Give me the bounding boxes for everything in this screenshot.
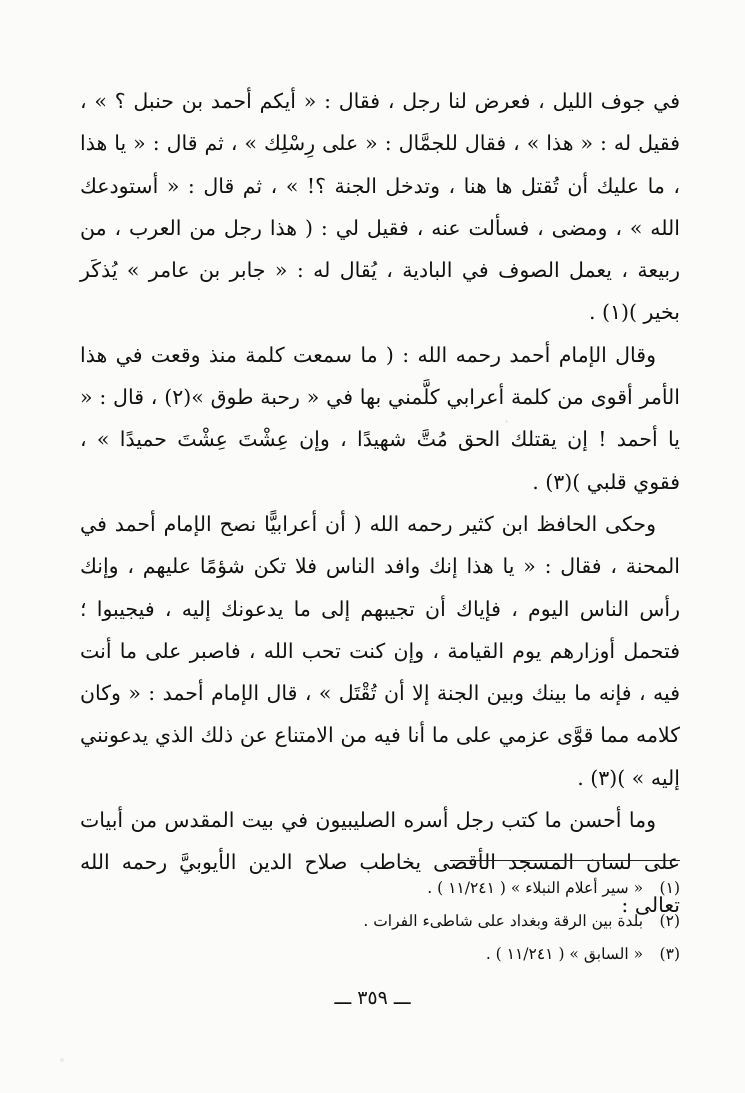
paper-speck — [60, 1058, 64, 1062]
footnote-3 — [300, 938, 680, 971]
footnote-number: (٣) — [659, 945, 680, 963]
footnote-divider — [450, 860, 680, 861]
paper-speck — [505, 420, 508, 423]
page-number: ـــ ٣٥٩ ـــ — [334, 987, 411, 1009]
paragraph-4: وما أحسن ما كتب رجل أسره الصليبيون في بيت المقدس من أبيات على لسان المسجد الأقصى يخاطب صلاح الدين الأيوبيَّ رحمه الله تعالى : — [80, 808, 680, 917]
footnote-number: (١) — [659, 879, 680, 897]
footnote-text: « السابق » ( ١١/٢٤١ ) . — [485, 945, 644, 963]
paragraph-2: وقال الإمام أحمد رحمه الله : ( ما سمعت كلمة منذ وقعت في هذا الأمر أقوى من كلمة أعرابي كلَّمني بها في « رحبة طوق »(٢) ، قال : « يا أحمد ! إن يقتلك الحق مُتَّ شهيدًا ، وإن عِشْتَ عِشْتَ حميدًا » ، فقوي قلبي )(٣) . — [80, 342, 681, 494]
paragraph-3: وحكى الحافظ ابن كثير رحمه الله ( أن أعرابيًّا نصح الإمام أحمد في المحنة ، فقال : « يا هذا إنك وافد الناس فلا تكن شؤمًا عليهم ، وإنك رأس الناس اليوم ، فإياك أن تجيبهم إلى ما يدعونك إليه ، فيجيبوا ؛ فتحمل أوزارهم يوم القيامة ، وإن كنت تحب الله ، فاصبر على ما أنت فيه ، فإنه ما بينك وبين الجنة إلا أن تُقْتَل » ، قال الإمام أحمد : « وكان كلامه مما قوَّى عزمي على ما أنا فيه من الامتناع عن ذلك الذي يدعونني إليه » )(٣) . — [80, 511, 680, 790]
footnote-number: (٢) — [659, 912, 680, 930]
footnote-1 — [300, 872, 680, 905]
footnote-2 — [300, 905, 680, 938]
footnote-text: بلدة بين الرقة وبغداد على شاطىء الفرات . — [363, 912, 644, 930]
footnotes — [300, 872, 680, 971]
paragraph-1: في جوف الليل ، فعرض لنا رجل ، فقال : « أيكم أحمد بن حنبل ؟ » ، فقيل له : « هذا » ، فقال للجمَّال : « على رِسْلِك » ، ثم قال : « يا هذا ، ما عليك أن تُقتل ها هنا ، وتدخل الجنة ؟! » ، ثم قال : « أستودعك الله » ، ومضى ، فسألت عنه ، فقيل لي : ( هذا رجل من العرب ، من ربيعة ، يعمل الصوف في البادية ، يُقال له : « جابر بن عامر » يُذكَر بخير )(١) . — [80, 89, 680, 325]
footnote-text: « سير أعلام النبلاء » ( ١١/٢٤١ ) . — [427, 879, 644, 897]
main-text — [80, 80, 680, 926]
